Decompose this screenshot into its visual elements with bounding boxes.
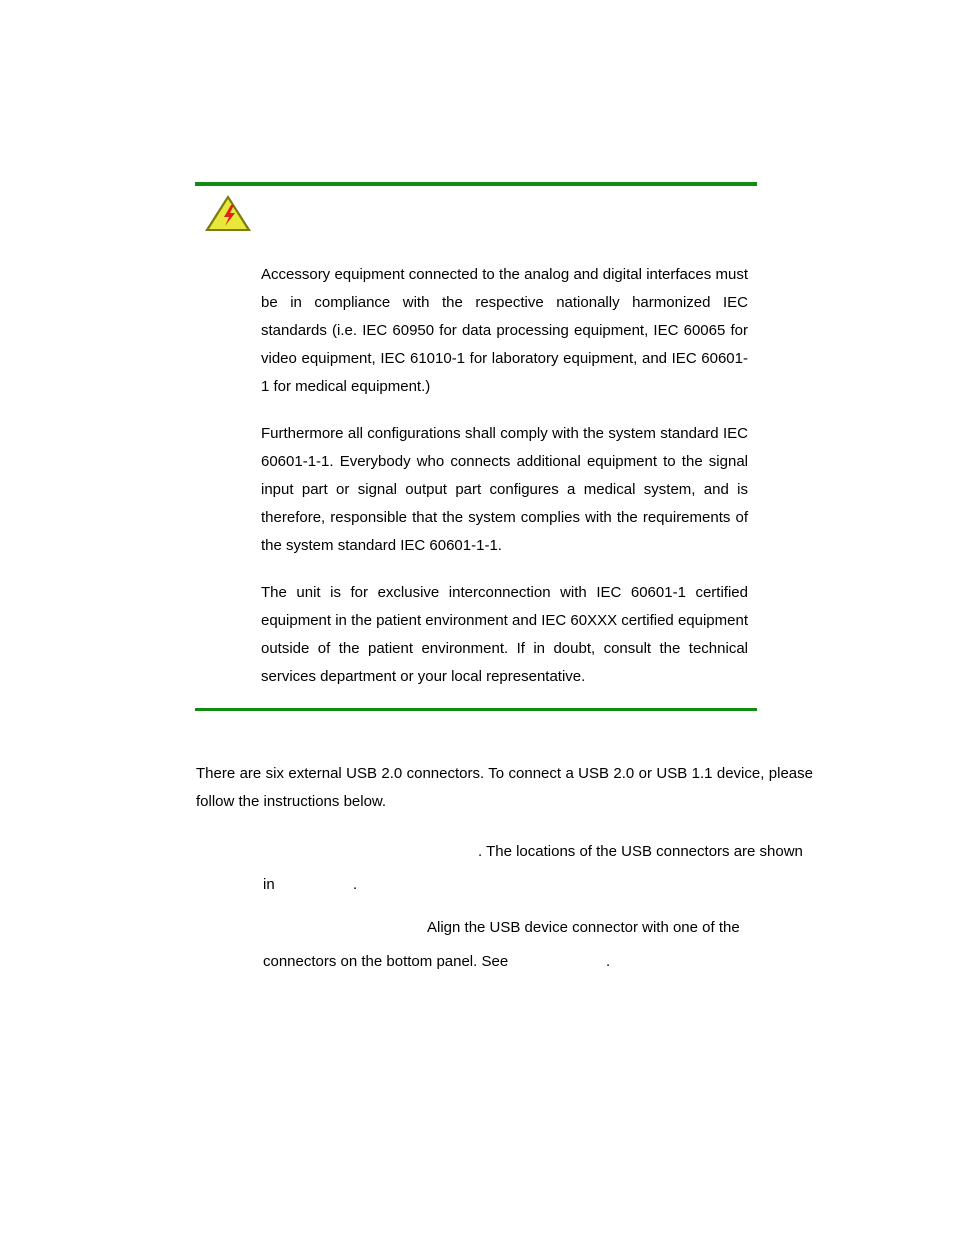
usb-intro-paragraph: There are six external USB 2.0 connectors. To connect a USB 2.0 or USB 1.1 device, please follow the instructions below.	[196, 765, 813, 810]
electric-shock-warning-icon	[203, 193, 253, 233]
warning-paragraph-2: Furthermore all configurations shall comply with the system standard IEC 60601-1-1. Everybody who connects additional equipment to the signal input part or signal output part configures a medical system, and is therefore, responsible that the system complies with the requirements of the system standard IEC 60601-1-1.	[261, 425, 748, 554]
step2-text-line2: connectors on the bottom panel. See	[263, 953, 509, 970]
step2-text-line1: Align the USB device connector with one of the	[427, 919, 740, 936]
warning-paragraph-1: Accessory equipment connected to the analog and digital interfaces must be in compliance with the respective nationally harmonized IEC standards (i.e. IEC 60950 for data processing equipment, IEC 60065 for video equipment, IEC 61010-1 for laboratory equipment, and IEC 60601-1 for medical equipment.)	[261, 266, 748, 395]
step1-text-in: in	[263, 876, 275, 893]
warning-body	[261, 261, 748, 710]
step2-text-period: .	[606, 953, 611, 970]
step1-text-line1: . The locations of the USB connectors are shown	[478, 843, 803, 860]
warning-bottom-rule	[195, 708, 757, 711]
step1-text-period: .	[353, 876, 358, 893]
warning-top-rule	[195, 182, 757, 186]
warning-paragraph-3: The unit is for exclusive interconnection with IEC 60601-1 certified equipment in the patient environment and IEC 60XXX certified equipment outside of the patient environment. If in doubt, consult the technical services department or your local representative.	[261, 584, 748, 685]
